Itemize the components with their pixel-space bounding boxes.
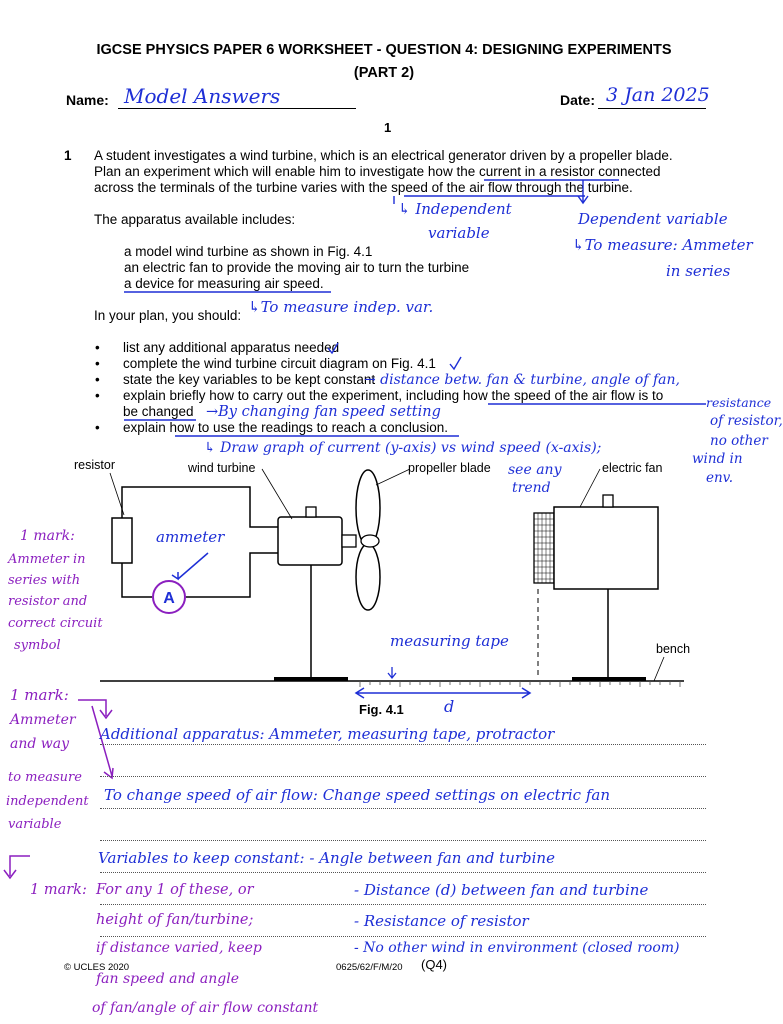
annotation-independent: ↳ Independent bbox=[398, 200, 512, 218]
plan-bullet: • explain briefly how to carry out the experiment, including how the speed of the air flow is to bbox=[123, 388, 663, 404]
answer-variable-distance: - Distance (d) between fan and turbine bbox=[354, 881, 649, 899]
annotation-measure-indep: ↳To measure indep. var. bbox=[248, 298, 434, 316]
plan-bullet: • list any additional apparatus needed bbox=[123, 340, 339, 356]
fan-stand-base bbox=[572, 677, 646, 681]
answer-line bbox=[100, 872, 706, 873]
mark-note-1: 1 mark: bbox=[20, 528, 75, 544]
mark-note-1: symbol bbox=[14, 638, 61, 653]
answer-line bbox=[100, 744, 706, 745]
distance-arrow bbox=[356, 688, 530, 698]
intro-line-1: A student investigates a wind turbine, which is an electrical generator driven by a propeller blade. bbox=[94, 148, 673, 163]
footer-paper-code: 0625/62/F/M/20 bbox=[336, 962, 403, 973]
intro-line-2: Plan an experiment which will enable him to investigate how the current in a resistor connected bbox=[94, 164, 661, 179]
apparatus-heading: The apparatus available includes: bbox=[94, 212, 296, 227]
annotation-independent: variable bbox=[428, 224, 490, 242]
page-number: 1 bbox=[384, 120, 392, 135]
mark-note-1: resistor and bbox=[8, 594, 88, 609]
date-value: 3 Jan 2025 bbox=[606, 84, 710, 106]
turbine-mount bbox=[306, 507, 316, 517]
annotation-resistance: resistance bbox=[706, 395, 772, 410]
worksheet-subtitle: (PART 2) bbox=[353, 65, 415, 81]
mark-note-3: fan speed and angle bbox=[96, 971, 239, 987]
turbine-body bbox=[278, 517, 342, 565]
annotation-dependent: Dependent variable bbox=[578, 210, 728, 228]
mark-note-1: correct circuit bbox=[8, 616, 103, 631]
annotation-graph: ↳ Draw graph of current (y-axis) vs wind speed (x-axis); bbox=[204, 440, 602, 456]
annotation-trend: trend bbox=[512, 480, 551, 496]
answer-line bbox=[100, 936, 706, 937]
leader-propeller bbox=[376, 469, 410, 485]
turbine-hub bbox=[342, 535, 356, 547]
ammeter-letter: A bbox=[163, 590, 175, 607]
mark-note-3: height of fan/turbine; bbox=[96, 912, 254, 928]
apparatus-item: a model wind turbine as shown in Fig. 4.1 bbox=[124, 244, 373, 259]
answer-variable-wind: - No other wind in environment (closed room) bbox=[354, 940, 680, 956]
annotation-dependent: ↳To measure: Ammeter bbox=[572, 236, 753, 254]
mark-note-2: 1 mark: bbox=[10, 686, 69, 704]
label-electric-fan: electric fan bbox=[602, 461, 663, 475]
mark-note-2: Ammeter bbox=[10, 712, 76, 728]
label-wind-turbine: wind turbine bbox=[188, 461, 256, 475]
label-propeller-blade: propeller blade bbox=[408, 461, 491, 475]
question-number: 1 bbox=[64, 148, 72, 163]
answer-line bbox=[100, 808, 706, 809]
intro-line-3: across the terminals of the turbine varies with the speed of the air flow through the turbine. bbox=[94, 180, 633, 195]
date-label: Date: bbox=[560, 92, 596, 108]
annotation-distance: → distance betw. fan & turbine, angle of fan, bbox=[364, 372, 680, 388]
label-bench: bench bbox=[656, 642, 691, 656]
figure-caption: Fig. 4.1 bbox=[359, 702, 404, 717]
mark-note-1: series with bbox=[8, 573, 81, 588]
mark-note-3: For any 1 of these, or bbox=[96, 882, 254, 898]
propeller-blade-bottom bbox=[356, 544, 380, 610]
answer-line bbox=[100, 776, 706, 777]
mark-note-2: to measure bbox=[8, 770, 82, 785]
leader-wind-turbine bbox=[262, 469, 292, 519]
plan-bullet: • complete the wind turbine circuit diagram on Fig. 4.1 bbox=[123, 356, 436, 372]
annotation-resistance: env. bbox=[706, 470, 733, 486]
annotation-changing: →By changing fan speed setting bbox=[206, 404, 441, 420]
annotation-dependent: in series bbox=[666, 262, 731, 280]
resistor-symbol bbox=[112, 518, 132, 563]
answer-additional-apparatus: Additional apparatus: Ammeter, measuring tape, protractor bbox=[100, 725, 555, 743]
mark-note-3: of fan/angle of air flow constant bbox=[92, 1000, 319, 1016]
tape-arrow bbox=[388, 667, 396, 678]
mark-note-3: if distance varied, keep bbox=[96, 940, 262, 956]
fan-guard bbox=[534, 513, 554, 583]
margin-arrows bbox=[0, 680, 120, 900]
worksheet-title: IGCSE PHYSICS PAPER 6 WORKSHEET - QUESTION 4: DESIGNING EXPERIMENTS bbox=[96, 42, 672, 58]
turbine-stand-base bbox=[274, 677, 348, 681]
propeller-nose bbox=[361, 535, 379, 547]
plan-bullet-continuation: be changed bbox=[123, 404, 194, 419]
apparatus-item: an electric fan to provide the moving air to turn the turbine bbox=[124, 260, 470, 275]
plan-bullet: • explain how to use the readings to reach a conclusion. bbox=[123, 420, 448, 436]
mark-note-3: 1 mark: bbox=[30, 882, 87, 898]
annotation-d: d bbox=[444, 697, 455, 716]
name-value: Model Answers bbox=[124, 84, 281, 108]
apparatus-item: a device for measuring air speed. bbox=[124, 276, 324, 291]
footer-question-suffix: (Q4) bbox=[421, 957, 447, 972]
leader-fan bbox=[580, 469, 600, 507]
fan-handle bbox=[603, 495, 613, 507]
annotation-resistance: wind in bbox=[692, 451, 743, 467]
answer-line bbox=[100, 904, 706, 905]
mark-note-1: Ammeter in bbox=[8, 552, 86, 567]
leader-bench bbox=[654, 657, 664, 681]
annotation-ammeter: ammeter bbox=[156, 528, 225, 546]
label-resistor: resistor bbox=[74, 458, 115, 472]
answer-variable-resistance: - Resistance of resistor bbox=[354, 912, 529, 930]
mark-note-2: and way bbox=[10, 736, 70, 752]
answer-change-speed: To change speed of air flow: Change speed settings on electric fan bbox=[104, 786, 611, 804]
answer-line bbox=[100, 840, 706, 841]
annotation-resistance: no other bbox=[710, 433, 768, 449]
ammeter-pointer-arrow bbox=[172, 553, 208, 579]
annotation-trend: see any bbox=[508, 462, 562, 478]
name-label: Name: bbox=[66, 92, 109, 108]
mark-note-2: independent bbox=[6, 794, 89, 809]
annotation-measuring-tape: measuring tape bbox=[390, 632, 509, 650]
plan-bullet: • state the key variables to be kept constant bbox=[123, 372, 375, 388]
footer-copyright: © UCLES 2020 bbox=[64, 962, 130, 973]
bench-ticks bbox=[360, 681, 680, 687]
plan-heading: In your plan, you should: bbox=[94, 308, 242, 323]
fan-body bbox=[554, 507, 658, 589]
answer-variables-heading: Variables to keep constant: - Angle between fan and turbine bbox=[98, 849, 555, 867]
annotation-resistance: of resistor, bbox=[710, 413, 783, 429]
mark-note-2: variable bbox=[8, 817, 62, 832]
